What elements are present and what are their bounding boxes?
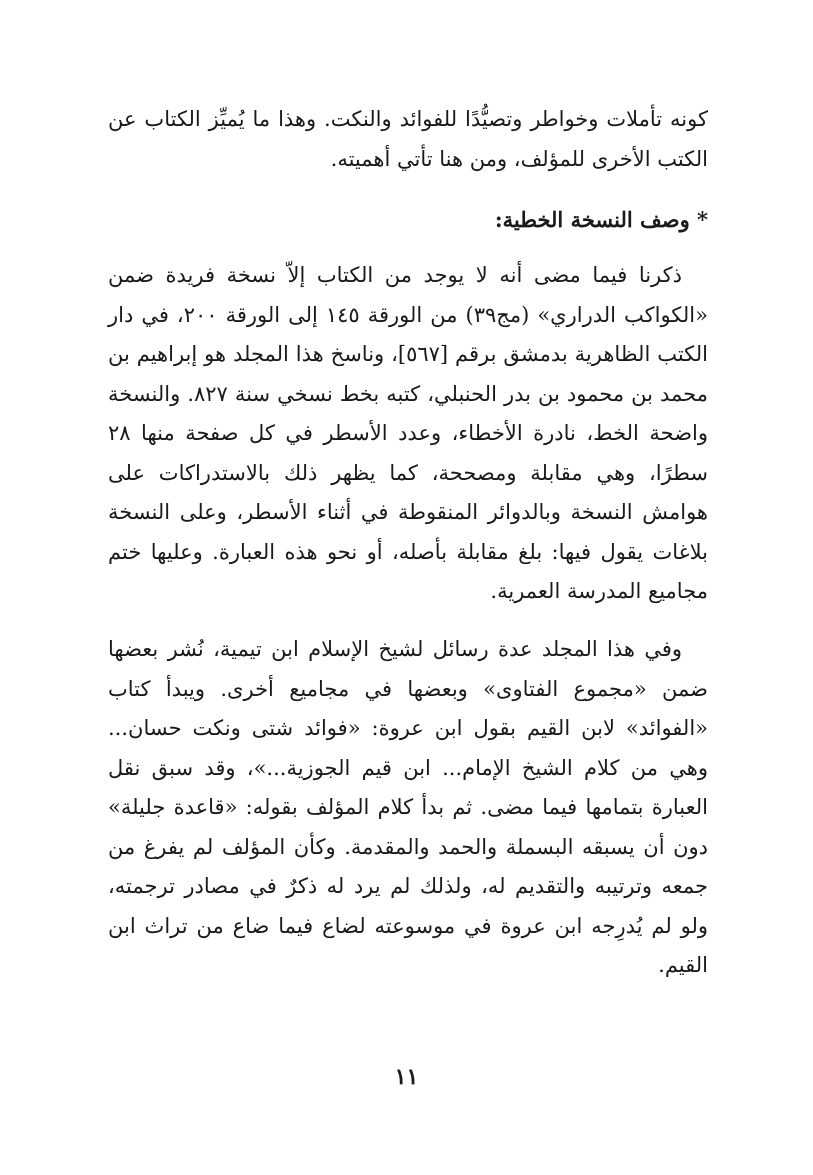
paragraph-manuscript-description — [108, 256, 708, 612]
paragraph-intro-continuation — [108, 100, 708, 179]
paragraph-text: كونه تأملات وخواطر وتصيُّدًا للفوائد والنكت. وهذا ما يُميِّز الكتاب عن الكتب الأخرى للمؤلف، ومن هنا تأتي أهميته. — [108, 107, 708, 171]
section-heading-manuscript-description: * وصف النسخة الخطية: — [494, 207, 708, 232]
paragraph-text: وفي هذا المجلد عدة رسائل لشيخ الإسلام ابن تيمية، نُشر بعضها ضمن «مجموع الفتاوى» وبعضها في مجاميع أخرى. ويبدأ كتاب «الفوائد» لابن القيم بقول ابن عروة: «فوائد شتى ونكت حسان... وهي من كلام الشيخ الإمام... ابن قيم الجوزية...»، وقد سبق نقل العبارة بتمامها فيما مضى. ثم بدأ كلام المؤلف بقوله: «قاعدة جليلة» دون أن يسبقه البسملة والحمد والمقدمة. وكأن المؤلف لم يفرغ من جمعه وترتيبه والتقديم له، ولذلك لم يرد له ذكرٌ في مصادر ترجمته، ولو لم يُدرِجه ابن عروة في موسوعته لضاع فيما ضاع من تراث ابن القيم. — [108, 637, 708, 977]
page-number: ١١ — [394, 1064, 419, 1090]
paragraph-text: ذكرنا فيما مضى أنه لا يوجد من الكتاب إلاّ نسخة فريدة ضمن «الكواكب الدراري» (مج٣٩) من الورقة ١٤٥ إلى الورقة ٢٠٠، في دار الكتب الظاهرية بدمشق برقم [٥٦٧]، وناسخ هذا المجلد هو إبراهيم بن محمد بن محمود بن بدر الحنبلي، كتبه بخط نسخي سنة ٨٢٧. والنسخة واضحة الخط، نادرة الأخطاء، وعدد الأسطر في كل صفحة منها ٢٨ سطرًا، وهي مقابلة ومصححة، كما يظهر ذلك بالاستدراكات على هوامش النسخة وبالدوائر المنقوطة في أثناء الأسطر، وعلى النسخة بلاغات يقول فيها: بلغ مقابلة بأصله، أو نحو هذه العبارة. وعليها ختم مجاميع المدرسة العمرية. — [108, 263, 708, 603]
paragraph-volume-contents — [108, 630, 708, 986]
